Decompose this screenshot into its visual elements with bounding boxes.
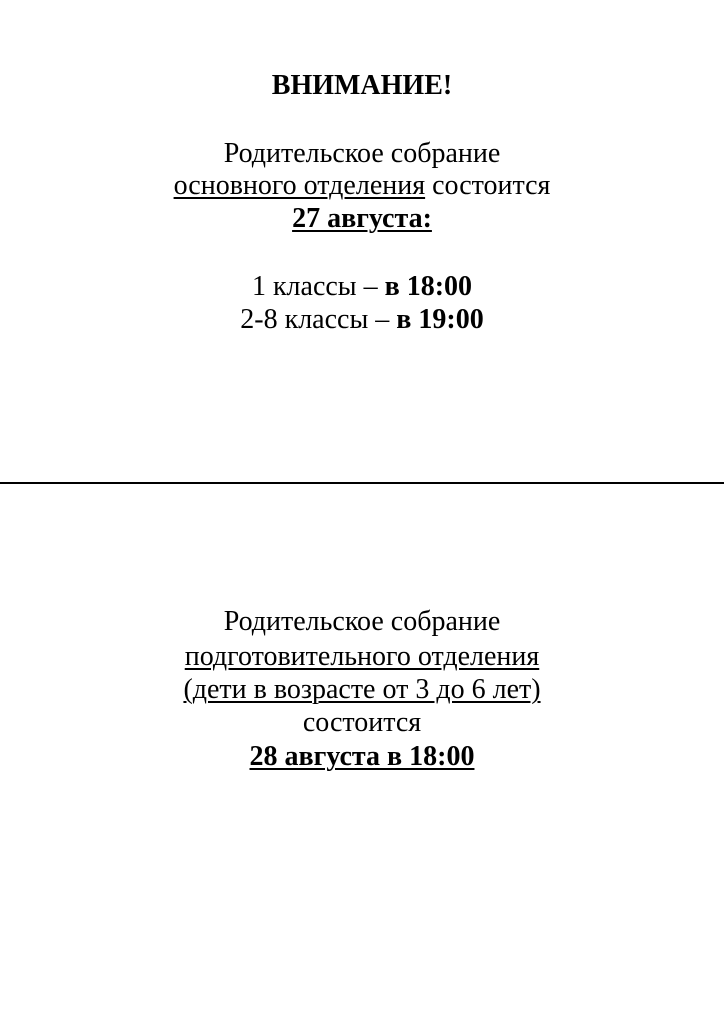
schedule-row — [0, 271, 724, 303]
meeting-date — [0, 203, 724, 235]
meeting-heading: Родительское собрание — [223, 138, 501, 169]
meeting-heading: Родительское собрание — [223, 606, 501, 637]
department-line — [0, 641, 724, 673]
schedule-time: в 18:00 — [384, 271, 473, 302]
schedule-label: 2-8 классы – — [240, 304, 397, 335]
notice-title: ВНИМАНИЕ! — [271, 70, 453, 101]
meeting-date-text: 27 августа: — [292, 203, 432, 234]
schedule-row — [0, 304, 724, 336]
meeting-date-time — [0, 741, 724, 773]
schedule-time: в 19:00 — [396, 304, 484, 335]
meeting-date-time-text: 28 августа в 18:00 — [249, 741, 475, 772]
department-suffix: состоится — [425, 170, 551, 201]
will-take-place-line: состоится — [302, 707, 422, 738]
section-divider — [0, 482, 724, 484]
department-name: основного отделения — [173, 170, 426, 201]
age-range-line — [0, 674, 724, 706]
age-range-text: (дети в возрасте от 3 до 6 лет) — [183, 674, 541, 705]
department-line — [0, 170, 724, 202]
schedule-label: 1 классы – — [251, 271, 385, 302]
department-name: подготовительного отделения — [184, 641, 540, 672]
